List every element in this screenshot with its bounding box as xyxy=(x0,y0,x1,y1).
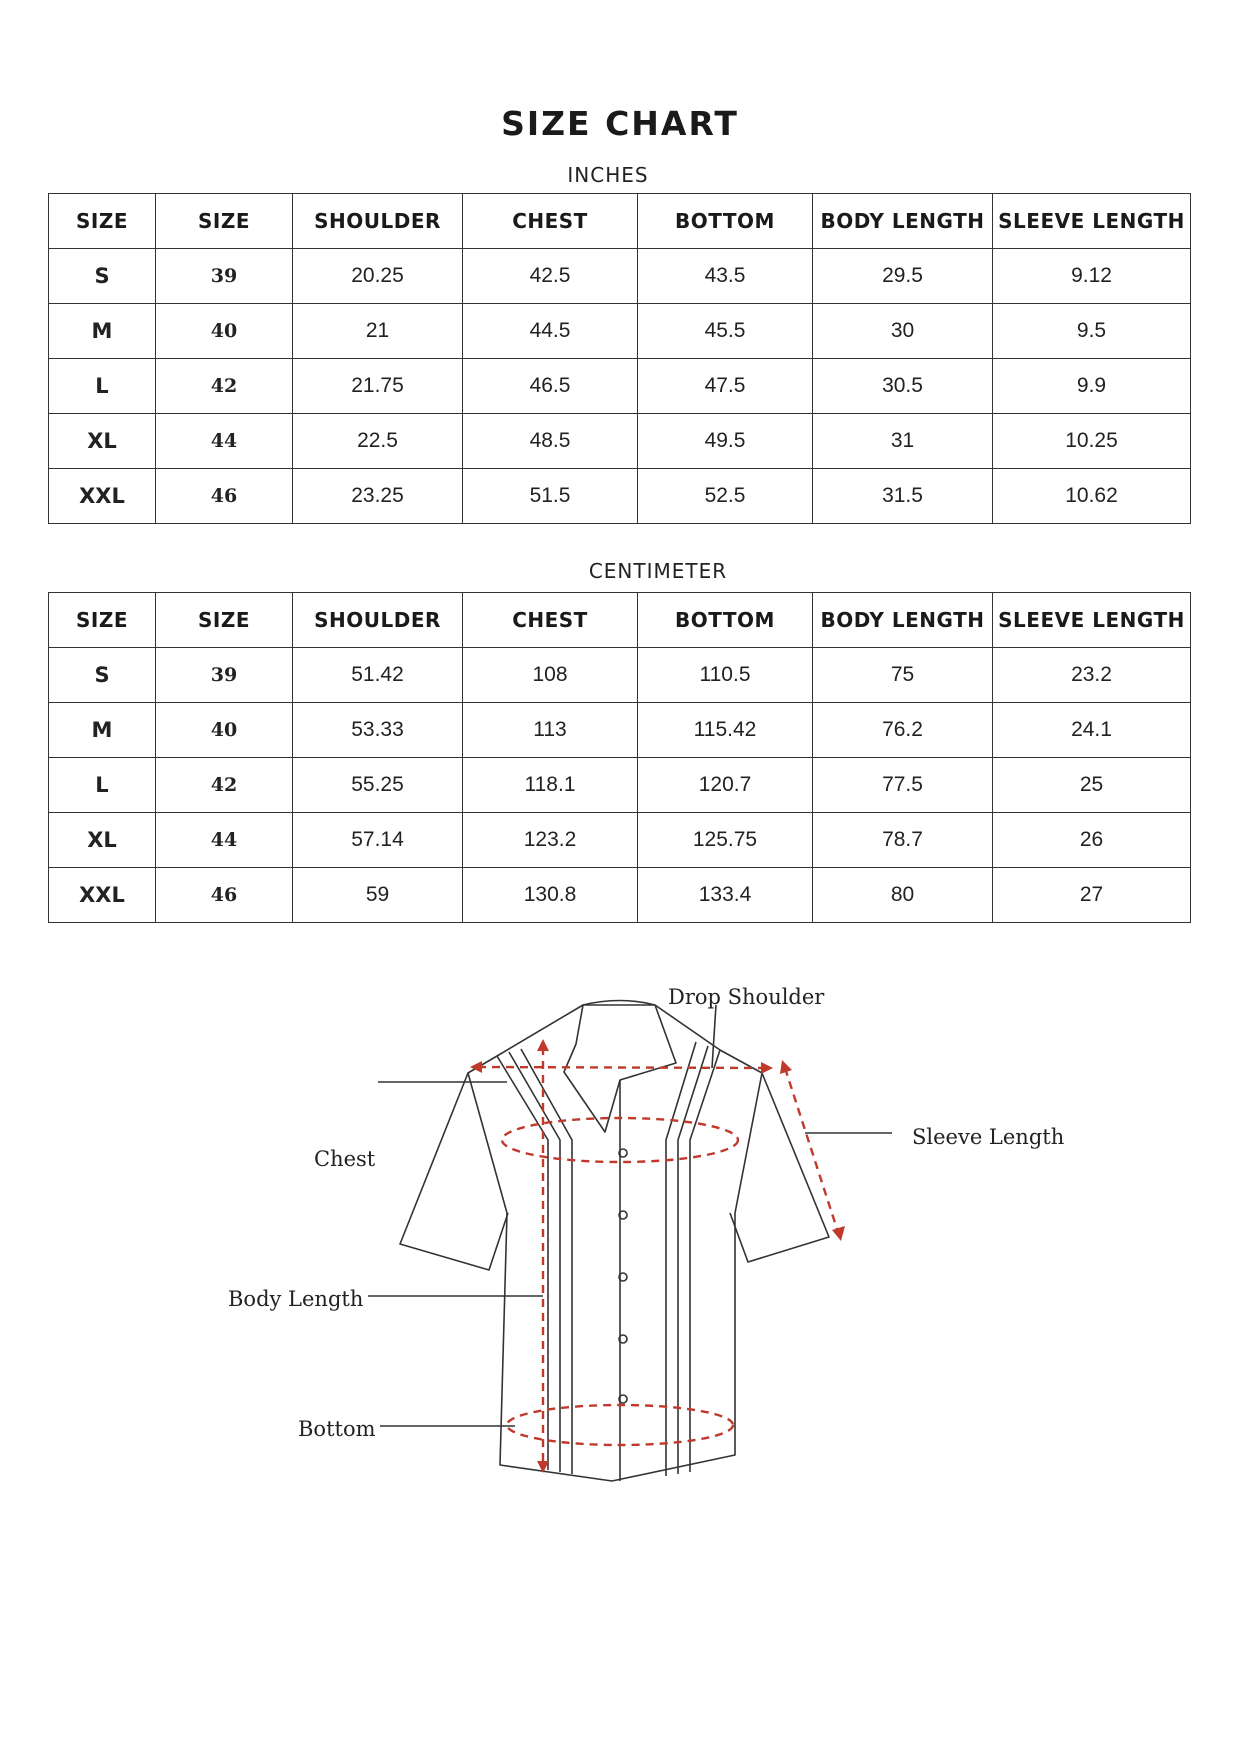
inches-caption: INCHES xyxy=(567,163,649,187)
bottom-cell: 45.5 xyxy=(638,304,813,359)
body-length-cell: 76.2 xyxy=(813,703,993,758)
arrowhead-icon xyxy=(832,1226,845,1241)
label-chest: Chest xyxy=(314,1147,376,1171)
sleeve-length-cell: 26 xyxy=(993,813,1191,868)
size-cell: L xyxy=(49,758,156,813)
body-length-cell: 30.5 xyxy=(813,359,993,414)
shoulder-measure-line xyxy=(478,1067,765,1068)
centimeter-caption: CENTIMETER xyxy=(588,559,728,583)
body-length-cell: 31 xyxy=(813,414,993,469)
arrowhead-icon xyxy=(780,1060,792,1074)
header-body-length: BODY LENGTH xyxy=(813,194,993,249)
size-number-cell: 39 xyxy=(156,249,293,304)
header-chest: CHEST xyxy=(463,194,638,249)
shoulder-cell: 21.75 xyxy=(293,359,463,414)
header-sleeve-length: SLEEVE LENGTH xyxy=(993,194,1191,249)
shoulder-cell: 57.14 xyxy=(293,813,463,868)
table-row xyxy=(49,249,1191,304)
body-length-cell: 30 xyxy=(813,304,993,359)
shoulder-cell: 22.5 xyxy=(293,414,463,469)
size-cell: XXL xyxy=(49,469,156,524)
shoulder-cell: 21 xyxy=(293,304,463,359)
shoulder-cell: 59 xyxy=(293,868,463,923)
label-bottom: Bottom xyxy=(298,1417,376,1441)
bottom-cell: 52.5 xyxy=(638,469,813,524)
sleeve-length-cell: 25 xyxy=(993,758,1191,813)
header-shoulder: SHOULDER xyxy=(293,194,463,249)
chest-cell: 48.5 xyxy=(463,414,638,469)
chest-cell: 42.5 xyxy=(463,249,638,304)
shoulder-cell: 55.25 xyxy=(293,758,463,813)
inches-table xyxy=(48,193,1191,524)
chest-cell: 46.5 xyxy=(463,359,638,414)
chest-cell: 108 xyxy=(463,648,638,703)
drop-shoulder-leader-line xyxy=(712,1005,716,1068)
header-size: SIZE xyxy=(49,194,156,249)
table-row xyxy=(49,414,1191,469)
sleeve-length-cell: 9.9 xyxy=(993,359,1191,414)
chest-cell: 51.5 xyxy=(463,469,638,524)
header-sleeve-length: SLEEVE LENGTH xyxy=(993,593,1191,648)
sleeve-length-cell: 27 xyxy=(993,868,1191,923)
header-size-number: SIZE xyxy=(156,194,293,249)
size-cell: XXL xyxy=(49,868,156,923)
bottom-cell: 133.4 xyxy=(638,868,813,923)
bottom-cell: 43.5 xyxy=(638,249,813,304)
size-number-cell: 46 xyxy=(156,469,293,524)
sleeve-length-cell: 10.62 xyxy=(993,469,1191,524)
left-sleeve-outline xyxy=(400,1073,508,1270)
chest-cell: 118.1 xyxy=(463,758,638,813)
label-drop-shoulder: Drop Shoulder xyxy=(668,985,825,1009)
table-row xyxy=(49,469,1191,524)
left-pleat-lines xyxy=(497,1049,572,1474)
arrowhead-icon xyxy=(761,1062,773,1074)
size-number-cell: 42 xyxy=(156,758,293,813)
size-number-cell: 40 xyxy=(156,703,293,758)
size-number-cell: 44 xyxy=(156,813,293,868)
label-sleeve-length: Sleeve Length xyxy=(912,1125,1065,1149)
size-number-cell: 46 xyxy=(156,868,293,923)
measurement-guides xyxy=(478,1047,838,1465)
size-cell: S xyxy=(49,249,156,304)
body-length-cell: 77.5 xyxy=(813,758,993,813)
size-cell: M xyxy=(49,703,156,758)
bottom-cell: 115.42 xyxy=(638,703,813,758)
size-number-cell: 39 xyxy=(156,648,293,703)
header-shoulder: SHOULDER xyxy=(293,593,463,648)
arrowhead-icon xyxy=(537,1039,549,1051)
header-chest: CHEST xyxy=(463,593,638,648)
shirt-outline xyxy=(368,1001,892,1482)
table-row xyxy=(49,868,1191,923)
body-length-cell: 29.5 xyxy=(813,249,993,304)
table-row xyxy=(49,813,1191,868)
chest-cell: 130.8 xyxy=(463,868,638,923)
size-number-cell: 40 xyxy=(156,304,293,359)
shirt-measurement-diagram xyxy=(0,960,1240,1500)
chest-cell: 123.2 xyxy=(463,813,638,868)
size-number-cell: 44 xyxy=(156,414,293,469)
table-row xyxy=(49,359,1191,414)
centimeter-table xyxy=(48,592,1191,923)
sleeve-length-cell: 9.5 xyxy=(993,304,1191,359)
table-row xyxy=(49,703,1191,758)
sleeve-length-cell: 24.1 xyxy=(993,703,1191,758)
size-cell: M xyxy=(49,304,156,359)
label-body-length: Body Length xyxy=(228,1287,364,1311)
body-length-cell: 31.5 xyxy=(813,469,993,524)
chest-cell: 113 xyxy=(463,703,638,758)
body-length-cell: 75 xyxy=(813,648,993,703)
sleeve-length-cell: 23.2 xyxy=(993,648,1191,703)
bottom-cell: 49.5 xyxy=(638,414,813,469)
page-title: SIZE CHART xyxy=(501,104,739,143)
shoulder-cell: 53.33 xyxy=(293,703,463,758)
size-cell: L xyxy=(49,359,156,414)
table-row xyxy=(49,304,1191,359)
header-body-length: BODY LENGTH xyxy=(813,593,993,648)
shoulder-cell: 51.42 xyxy=(293,648,463,703)
body-length-cell: 80 xyxy=(813,868,993,923)
header-bottom: BOTTOM xyxy=(638,593,813,648)
bottom-cell: 125.75 xyxy=(638,813,813,868)
header-bottom: BOTTOM xyxy=(638,194,813,249)
size-cell: XL xyxy=(49,813,156,868)
size-cell: XL xyxy=(49,414,156,469)
body-length-cell: 78.7 xyxy=(813,813,993,868)
table-header-row xyxy=(49,593,1191,648)
shoulder-cell: 23.25 xyxy=(293,469,463,524)
bottom-cell: 120.7 xyxy=(638,758,813,813)
sleeve-length-cell: 9.12 xyxy=(993,249,1191,304)
right-sleeve-outline xyxy=(730,1073,829,1262)
chest-cell: 44.5 xyxy=(463,304,638,359)
size-number-cell: 42 xyxy=(156,359,293,414)
table-row xyxy=(49,648,1191,703)
table-header-row xyxy=(49,194,1191,249)
table-row xyxy=(49,758,1191,813)
header-size: SIZE xyxy=(49,593,156,648)
size-cell: S xyxy=(49,648,156,703)
shoulder-cell: 20.25 xyxy=(293,249,463,304)
header-size-number: SIZE xyxy=(156,593,293,648)
bottom-cell: 110.5 xyxy=(638,648,813,703)
shirt-body-outline xyxy=(468,1005,762,1481)
bottom-cell: 47.5 xyxy=(638,359,813,414)
sleeve-length-cell: 10.25 xyxy=(993,414,1191,469)
